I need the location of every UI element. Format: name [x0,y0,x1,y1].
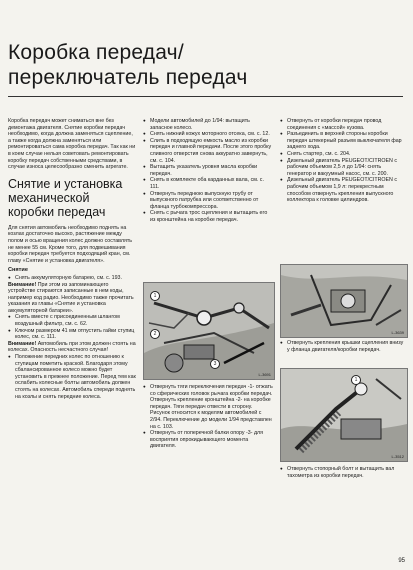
warning-paragraph [8,341,136,354]
figure-callout: 1 [351,375,361,385]
bullet-item: ● Дизельный двигатель PEUGEOT/CITROEN с рабочим объемом 1,9 л: перекрестным способом отвернуть крепления выпускного коллектора к головке цилиндров. [280,177,406,203]
title-rule [8,96,403,97]
figure-code: L-3691 [258,372,271,377]
bullet-item: ● Отвернуть от поперечной балки опору -3- для восприятия опрокидывающего момента двигателя. [143,430,273,450]
bullet-item: ● Снять нижний кожух моторного отсека, см. с. 12. [143,131,273,138]
speedometer-shaft-figure [280,368,408,462]
figure-code: L-3512 [391,454,404,459]
bullet-item: ● Отвернуть крепления крышки сцепления внизу у фланца двигателя/коробки передач. [280,340,406,353]
column-3-bottom [280,466,406,479]
bullet-item: ● Ключом размером 41 мм отпустить гайки ступиц колес, см. с. 111. [8,328,136,341]
page-number: 95 [398,558,405,564]
bullet-item: ● Дизельный двигатель PEUGEOT/CITROEN с рабочим объемом 2,5 л до 1/94: снять генератор и вакуумный насос, см. с. 200. [280,158,406,178]
bullet-item: ● Снять аккумуляторную батарею, см. с. 193. [8,275,136,282]
figure-code: L-3639 [391,330,404,335]
title-line-1: Коробка передач/ [8,41,184,64]
figure-callout: 3 [210,359,220,369]
paragraph: Для снятия автомобиль необходимо поднять на козлах достаточно высоко, растяжение между полом и осью вращения колес должно составлять не менее 55 см. Кроме того, для подвешивания коробки передач требуется подходящий кран, см. главу «Снятие и установка двигателя». [8,224,133,264]
intro-paragraph: Коробка передач может сниматься вне без демонтажа двигателя. Снятие коробки передач необходимо, когда должна заменяться сцепление, а также когда должна заменяться или ремонтироваться сама коробка передач. Так как ни в коем случае нельзя советовать ремонтировать коробку передач собственными средствами, в случае износа целесообразно сменить агрегатe. [8,118,136,171]
bullet-item: ● Снять стартер, см. с. 204. [280,151,406,158]
bullet-item: ● Снять вместе с присоединенным шлангом воздушный фильтр, см. с. 62. [8,314,136,327]
gearshift-linkage-figure [143,282,275,380]
column-2-top [143,118,273,224]
bullet-item: ● Разъединить в верхней стороны коробки передач штекерный разъем выключателя фар заднего хода. [280,131,406,151]
bullet-item: ● Вытащить указатель уровня масла коробки передач. [143,164,273,177]
column-1 [8,118,136,400]
bullet-item: ● Снять в комплекте оба карданных вала, см. с. 111. [143,177,273,190]
bullet-item: ● Слить в подходящую емкость масло из коробки передач и главной передачи. После этого пробку сливного отверстия снова аккуратно завернуть, см. с. 104. [143,138,273,164]
column-3-middle [280,340,406,353]
subheading: Снятие [8,267,28,274]
bullet-item: ● Снять с рычага трос сцепления и вытащить его из кронштейна на коробке передач. [143,210,273,223]
bullet-item: ● Отвернуть от коробки передач провод соединения с «массой» кузова. [280,118,406,131]
warning-label: Внимание! [8,340,37,347]
title-line-2: переключатель передач [8,66,248,89]
warning-paragraph [8,282,136,315]
warning-text: При этом из запоминающего устройстве стираются записанные в нем коды, например код радио. Необходимо также прочитать указания из главы «Снятие и установка аккумуляторной батареи». [8,281,134,314]
warning-label: Внимание! [8,281,37,288]
section-heading: Снятие и установка механической коробки передач [8,176,123,219]
bullet-item: ● Отвернуть переднюю выпускную трубу от выпускного патрубка или соответственно от фланца турбокомпрессора. [143,191,273,211]
column-3 [280,118,406,204]
bullet-item: ● Отвернуть стопорный болт и вытащить вал тахометра из коробки передач. [280,466,406,479]
figure-callout: 2 [150,329,160,339]
figure-callout: 1 [150,291,160,301]
bullet-item: ● Положение передних колес по отношению к ступицам пометить краской. Благодаря этому сбалансированное колесо можно будет установить в прежнее положение. Перед тем как ослабить колесные болты автомобиль должен стоять на колесах. Автомобиль спереди поднять на козлы и снять передние колеса. [8,354,136,400]
bullet-item: ● Отвернуть тяги переключения передач -1- отжать со сферических головок рычага коробки передач. Отвернуть крепление кронштейна -2- на коробке передач. Тяги передач отвести в сторону. Рисунок относится к моделям автомобилей с 2/94. Переключение до модели 1/94 представлен на с. 103. [143,384,273,430]
bullet-item: ● Модели автомобилей до 1/94: вытащить запасное колесо. [143,118,273,131]
warning-text: Автомобиль при этом должен стоять на колесах. Опасность несчастного случая! [8,340,136,354]
page-title [8,40,398,90]
column-2-bottom [143,384,273,450]
clutch-cover-figure [280,264,408,338]
